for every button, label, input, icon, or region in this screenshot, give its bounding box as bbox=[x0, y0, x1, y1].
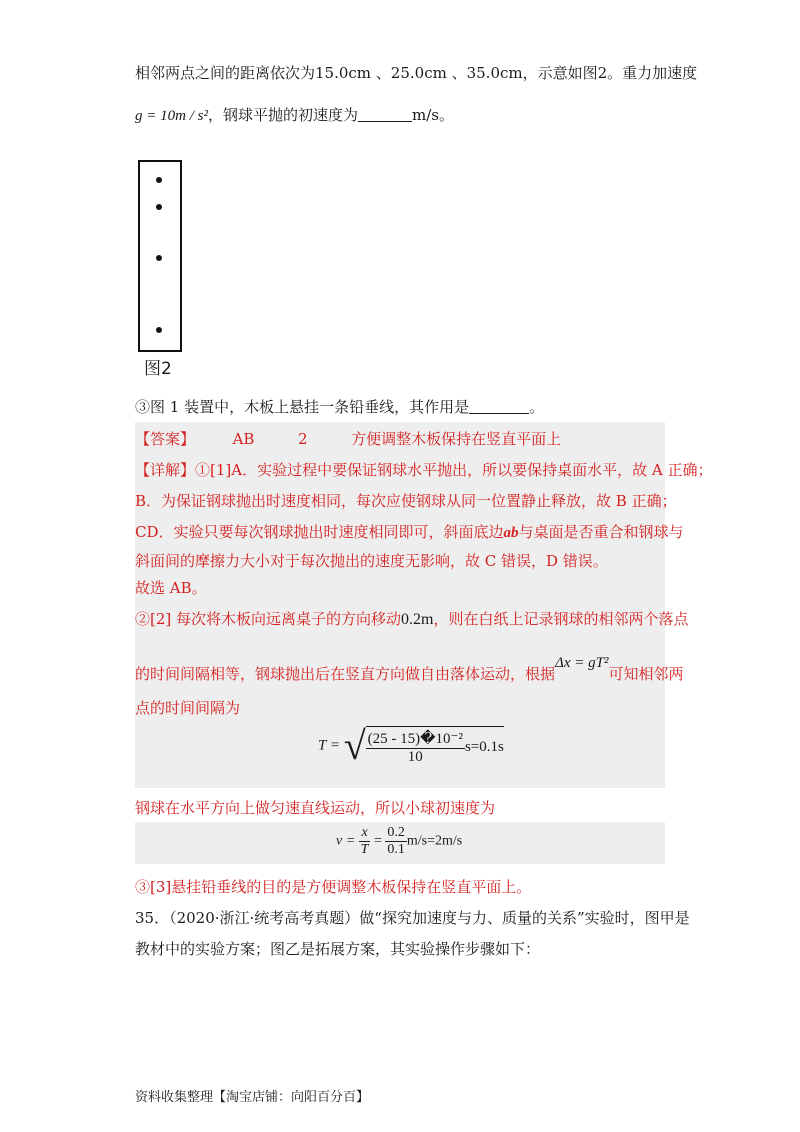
page-footer: 资料收集整理【淘宝店铺：向阳百分百】 bbox=[135, 1090, 370, 1105]
speed-unit: m/s。 bbox=[411, 106, 454, 124]
edge-ab: ab bbox=[503, 525, 519, 541]
landing-point-4 bbox=[156, 327, 162, 333]
question-3: ③图 1 装置中，木板上悬挂一条铅垂线，其作用是 。 bbox=[135, 398, 545, 416]
velocity-formula: v = $\frac{x}{T}$ = $\frac{0.2}{0.1}$ m/s=2m/s bbox=[336, 825, 463, 857]
question-line-1: 相邻两点之间的距离依次为15.0cm 、25.0cm 、35.0cm，示意如图2。重力加速度 bbox=[135, 64, 698, 82]
answer-blank bbox=[358, 106, 412, 122]
detail-line-9: 钢球在水平方向上做匀速直线运动，所以小球初速度为 bbox=[135, 799, 496, 817]
detail-line-10: ③[3]悬挂铅垂线的目的是方便调整木板保持在竖直平面上。 bbox=[135, 878, 532, 896]
answer-tag: 【答案】 bbox=[135, 430, 196, 448]
landing-point-3 bbox=[156, 255, 162, 261]
delta-x-formula: Δx = gT² bbox=[555, 655, 609, 671]
detail-line-1: 【详解】①[1]A．实验过程中要保证钢球水平抛出，所以要保持桌面水平，故 A 正确； bbox=[135, 461, 713, 479]
detail-line-6: ②[2] 每次将木板向远离桌子的方向移动0.2m，则在白纸上记录钢球的相邻两个落点 bbox=[135, 610, 689, 628]
figure-2-caption: 图2 bbox=[144, 359, 172, 379]
landing-point-2 bbox=[156, 204, 162, 210]
question-line-2 bbox=[135, 104, 454, 125]
question-35-line-2: 教材中的实验方案；图乙是拓展方案，其实验操作步骤如下： bbox=[135, 940, 541, 958]
answer-3: 方便调整木板保持在竖直平面上 bbox=[351, 430, 562, 448]
detail-line-5: 故选 AB。 bbox=[135, 579, 207, 597]
gravity-formula: g = 10m / s² bbox=[135, 108, 208, 124]
move-distance: 0.2m bbox=[401, 611, 434, 628]
detail-line-2: B．为保证钢球抛出时速度相同，每次应使钢球从同一位置静止释放，故 B 正确； bbox=[135, 492, 677, 510]
landing-point-1 bbox=[156, 177, 162, 183]
answer-1: AB bbox=[232, 430, 255, 448]
answer-blank-3 bbox=[469, 398, 529, 414]
sqrt-icon: √ bbox=[343, 723, 366, 768]
answer-2: 2 bbox=[298, 430, 308, 448]
initial-speed-prompt: ，钢球平抛的初速度为 bbox=[207, 106, 358, 124]
detail-line-8: 点的时间间隔为 bbox=[135, 699, 241, 717]
period-formula: T = √ $\frac{\text{(25 - 15)�10⁻²}}{10}$ s=0.1s bbox=[318, 723, 504, 768]
answer-line bbox=[135, 428, 561, 449]
figure-2-board bbox=[138, 160, 182, 352]
question-35-line-1: 35．（2020·浙江·统考高考真题）做“探究加速度与力、质量的关系”实验时，图甲是 bbox=[135, 909, 690, 927]
detail-line-3: CD．实验只要每次钢球抛出时速度相同即可，斜面底边ab与桌面是否重合和钢球与 bbox=[135, 523, 684, 541]
detail-line-7: 的时间间隔相等，钢球抛出后在竖直方向做自由落体运动，根据Δx = gT²可知相邻两 bbox=[135, 655, 684, 683]
detail-line-4: 斜面间的摩擦力大小对于每次抛出的速度无影响，故 C 错误，D 错误。 bbox=[135, 552, 608, 570]
